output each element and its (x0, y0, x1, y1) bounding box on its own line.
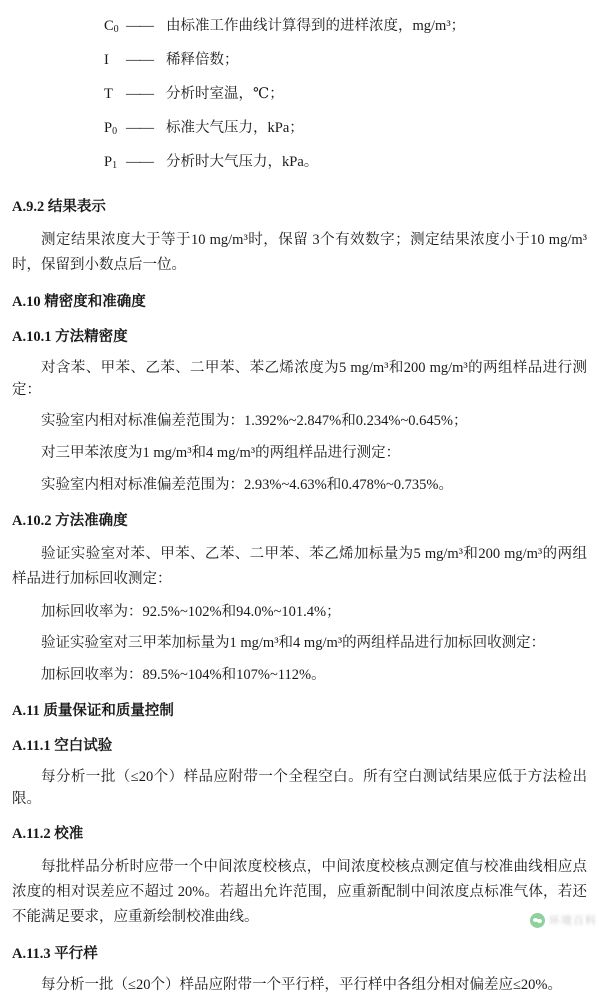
definition-text: 标准大气压力，kPa； (166, 120, 304, 136)
section-heading-a112: A.11.2 校准 (12, 826, 84, 843)
section-heading-a10: A.10 精密度和准确度 (12, 293, 146, 310)
section-heading-a113: A.11.3 平行样 (12, 946, 98, 963)
section-heading-a101: A.10.1 方法精密度 (12, 328, 128, 345)
paragraph: 每分析一批（≤20个）样品应附带一个全程空白。所有空白测试结果应低于方法检出限。 (12, 768, 587, 807)
paragraph: 每分析一批（≤20个）样品应附带一个平行样，平行样中各组分相对偏差应≤20%。 (41, 977, 562, 994)
paragraph: 对含苯、甲苯、乙苯、二甲苯、苯乙烯浓度为5 mg/m³和200 mg/m³的两组样品进行测定： (12, 359, 587, 398)
symbol-definition-list (0, 0, 605, 184)
section-heading-a102: A.10.2 方法准确度 (12, 512, 128, 529)
section-heading-a92: A.9.2 结果表示 (12, 199, 106, 215)
definition-text: 稀释倍数； (166, 52, 239, 68)
definition-text: 分析时大气压力，kPa。 (166, 154, 319, 170)
paragraph: 实验室内相对标准偏差范围为：2.93%~4.63%和0.478%~0.735%。 (41, 476, 454, 493)
paragraph: 实验室内相对标准偏差范围为：1.392%~2.847%和0.234%~0.645%； (41, 413, 468, 430)
dash-connector: —— (126, 52, 153, 68)
definition-row (0, 14, 605, 48)
symbol-label: $C_0$ (104, 18, 119, 35)
definition-text: 分析时室温，℃； (166, 86, 284, 102)
definition-row (0, 150, 605, 184)
dash-connector: —— (126, 120, 153, 136)
paragraph: 验证实验室对苯、甲苯、乙苯、二甲苯、苯乙烯加标量为5 mg/m³和200 mg/m³的两组样品进行加标回收测定： (12, 545, 587, 587)
definition-row (0, 48, 605, 82)
definition-text: 由标准工作曲线计算得到的进样浓度，mg/m³； (166, 18, 466, 34)
symbol-label: I (104, 52, 109, 68)
watermark-text: 环境百科 (549, 915, 597, 927)
symbol-label: $P_1$ (104, 154, 118, 171)
dash-connector: —— (126, 18, 153, 34)
symbol-label: $P_0$ (104, 120, 118, 137)
definition-row (0, 82, 605, 116)
section-heading-a11: A.11 质量保证和质量控制 (12, 702, 174, 719)
paragraph: 每批样品分析时应带一个中间浓度校核点，中间浓度校核点测定值与校准曲线相应点浓度的相对误差应不超过 20%。若超出允许范围，应重新配制中间浓度点标准气体，若还不能满足要求，应重新绘制校准曲线。 (12, 859, 587, 926)
paragraph: 测定结果浓度大于等于10 mg/m³时，保留 3个有效数字；测定结果浓度小于10 mg/m³时，保留到小数点后一位。 (12, 232, 587, 273)
paragraph: 加标回收率为：89.5%~104%和107%~112%。 (41, 667, 326, 683)
watermark (530, 912, 597, 928)
dash-connector: —— (126, 86, 153, 102)
dash-connector: —— (126, 154, 153, 170)
wechat-icon (530, 913, 545, 928)
paragraph: 对三甲苯浓度为1 mg/m³和4 mg/m³的两组样品进行测定： (41, 445, 401, 462)
paragraph: 加标回收率为：92.5%~102%和94.0%~101.4%； (41, 603, 341, 620)
section-heading-a111: A.11.1 空白试验 (12, 737, 113, 754)
definition-row (0, 116, 605, 150)
symbol-label: T (104, 86, 113, 102)
paragraph: 验证实验室对三甲苯加标量为1 mg/m³和4 mg/m³的两组样品进行加标回收测定： (41, 635, 546, 652)
